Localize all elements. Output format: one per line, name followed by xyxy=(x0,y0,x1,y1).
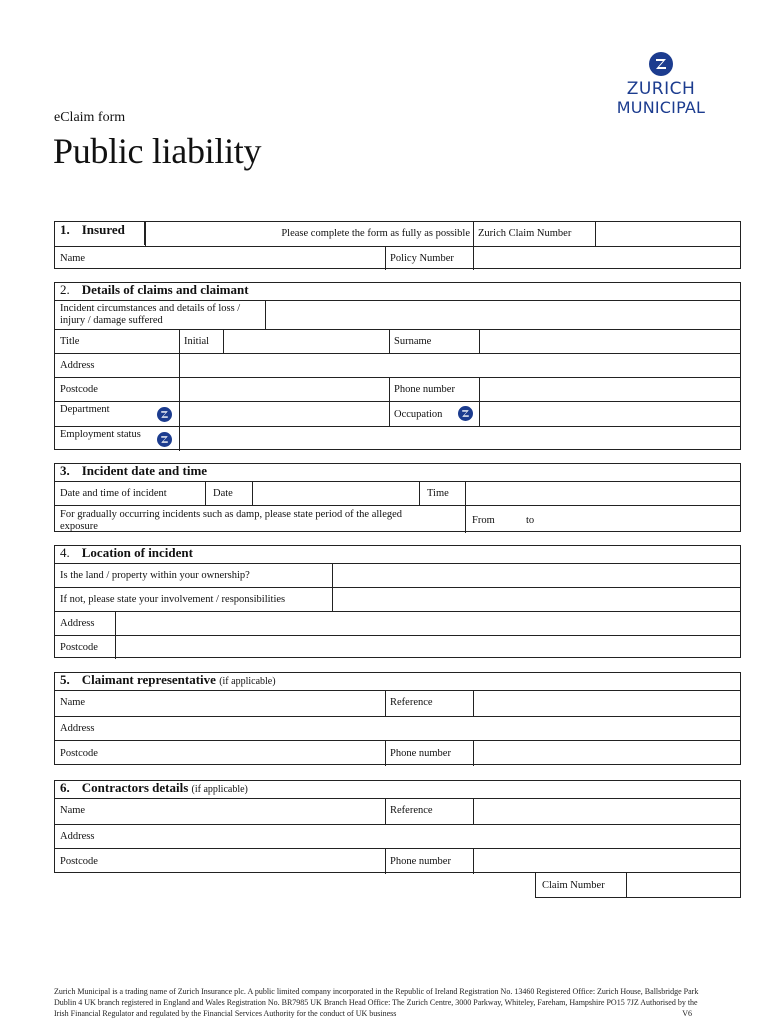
postcode-label: Postcode xyxy=(60,384,98,395)
section-5-heading: 5. Claimant representative (if applicable) xyxy=(60,672,276,687)
section-incident-date-time xyxy=(54,463,741,532)
claim-number-label: Claim Number xyxy=(542,880,605,891)
time-label: Time xyxy=(427,488,449,499)
exposure-period-field[interactable] xyxy=(549,506,742,533)
contractor-name-label: Name xyxy=(60,805,86,816)
employment-status-label: Employment status xyxy=(60,429,141,440)
from-label: From xyxy=(472,515,495,526)
insured-box-outline xyxy=(144,221,145,245)
section-4-heading: 4. Location of incident xyxy=(60,545,193,560)
contractor-name-field[interactable] xyxy=(115,799,385,824)
rep-postcode-field[interactable] xyxy=(115,741,385,766)
address-label: Address xyxy=(60,360,95,371)
section-1-heading: 1. Insured xyxy=(60,222,125,237)
section-claimant-representative xyxy=(54,672,741,765)
insured-field[interactable] xyxy=(145,222,255,246)
policy-number-field[interactable] xyxy=(473,247,742,270)
involvement-label: If not, please state your involvement / responsibilities xyxy=(60,594,286,605)
rep-address-field[interactable] xyxy=(115,717,742,740)
location-address-label: Address xyxy=(60,618,95,629)
contractor-phone-label: Phone number xyxy=(390,856,451,867)
section-2-heading: 2. Details of claims and claimant xyxy=(60,282,249,297)
version-label: V6 xyxy=(682,1009,692,1018)
gradual-exposure-label: For gradually occurring incidents such as damp, please state period of the alleged exposure xyxy=(60,509,403,532)
rep-phone-field[interactable] xyxy=(473,741,742,766)
initial-label: Initial xyxy=(184,336,210,347)
rep-reference-label: Reference xyxy=(390,697,433,708)
occupation-label: Occupation xyxy=(394,409,443,420)
rep-name-field[interactable] xyxy=(115,691,385,716)
location-postcode-field[interactable] xyxy=(115,636,742,659)
location-address-field[interactable] xyxy=(115,612,742,635)
zurich-claim-number-label: Zurich Claim Number xyxy=(478,228,572,239)
title-field[interactable] xyxy=(125,330,179,353)
rep-name-label: Name xyxy=(60,697,86,708)
contractor-postcode-label: Postcode xyxy=(60,856,98,867)
zurich-help-icon[interactable] xyxy=(157,432,172,447)
contractor-postcode-field[interactable] xyxy=(115,849,385,874)
form-eyebrow: eClaim form xyxy=(54,110,126,125)
rep-postcode-label: Postcode xyxy=(60,748,98,759)
claim-number-box xyxy=(535,872,741,898)
name-label: Name xyxy=(60,253,86,264)
title-label: Title xyxy=(60,336,80,347)
section-6-heading: 6. Contractors details (if applicable) xyxy=(60,780,248,795)
rep-reference-field[interactable] xyxy=(473,691,742,716)
department-label: Department xyxy=(60,404,110,415)
logo-text-municipal: MUNICIPAL xyxy=(616,98,706,117)
incident-circumstances-field[interactable] xyxy=(265,301,742,329)
date-label: Date xyxy=(213,488,233,499)
section-contractors-details xyxy=(54,780,741,873)
claim-number-field[interactable] xyxy=(626,873,742,897)
zurich-help-icon[interactable] xyxy=(458,406,473,421)
logo-text-zurich: ZURICH xyxy=(626,79,696,99)
contractor-phone-field[interactable] xyxy=(473,849,742,874)
phone-number-label: Phone number xyxy=(394,384,455,395)
occupation-field[interactable] xyxy=(479,402,742,426)
zurich-municipal-logo xyxy=(606,52,716,117)
employment-status-field[interactable] xyxy=(179,427,742,451)
footer-text: Zurich Municipal is a trading name of Zurich Insurance plc. A public limited company incorporated in the Republic of Ireland Registration No. 13460 Registered Office: Zurich House, Ballsbridge Park Dublin 4 UK branch registered in England and Wales Registration No. BR7985 UK Branch Head Office: The Zurich Centre, 3000 Parkway, Whiteley, Fareham, Hampshire PO15 7JZ Authorised by the Irish Financial Regulator and regulated by the Financial Services Authority for the conduct of UK business xyxy=(54,987,699,1018)
to-label: to xyxy=(526,515,535,526)
initial-field[interactable] xyxy=(223,330,389,353)
involvement-field[interactable] xyxy=(332,588,742,611)
rep-phone-label: Phone number xyxy=(390,748,451,759)
date-time-of-incident-label: Date and time of incident xyxy=(60,488,167,499)
contractor-reference-field[interactable] xyxy=(473,799,742,824)
ownership-question-label: Is the land / property within your ownership? xyxy=(60,570,250,581)
footer-legal-text xyxy=(54,986,714,1019)
time-field[interactable] xyxy=(465,482,742,505)
section-insured xyxy=(54,221,741,269)
zurich-z-logo-icon xyxy=(649,52,673,76)
ownership-field[interactable] xyxy=(332,564,742,587)
section-3-heading: 3. Incident date and time xyxy=(60,463,208,478)
postcode-field[interactable] xyxy=(179,378,389,401)
date-field[interactable] xyxy=(252,482,419,505)
phone-number-field[interactable] xyxy=(479,378,742,401)
address-field[interactable] xyxy=(179,354,742,377)
page-title: Public liability xyxy=(53,131,262,171)
zurich-claim-number-field[interactable] xyxy=(595,222,742,246)
incident-circumstances-label: Incident circumstances and details of loss / injury / damage suffered xyxy=(60,303,241,326)
contractor-address-field[interactable] xyxy=(115,825,742,848)
name-field[interactable] xyxy=(175,247,385,270)
section-location-of-incident xyxy=(54,545,741,658)
zurich-help-icon[interactable] xyxy=(157,407,172,422)
contractor-address-label: Address xyxy=(60,831,95,842)
surname-field[interactable] xyxy=(479,330,742,353)
department-field[interactable] xyxy=(179,402,389,426)
instruction-text: Please complete the form as fully as possible xyxy=(281,228,470,239)
rep-address-label: Address xyxy=(60,723,95,734)
contractor-reference-label: Reference xyxy=(390,805,433,816)
surname-label: Surname xyxy=(394,336,432,347)
section-claim-details xyxy=(54,282,741,450)
location-postcode-label: Postcode xyxy=(60,642,98,653)
policy-number-label: Policy Number xyxy=(390,253,454,264)
